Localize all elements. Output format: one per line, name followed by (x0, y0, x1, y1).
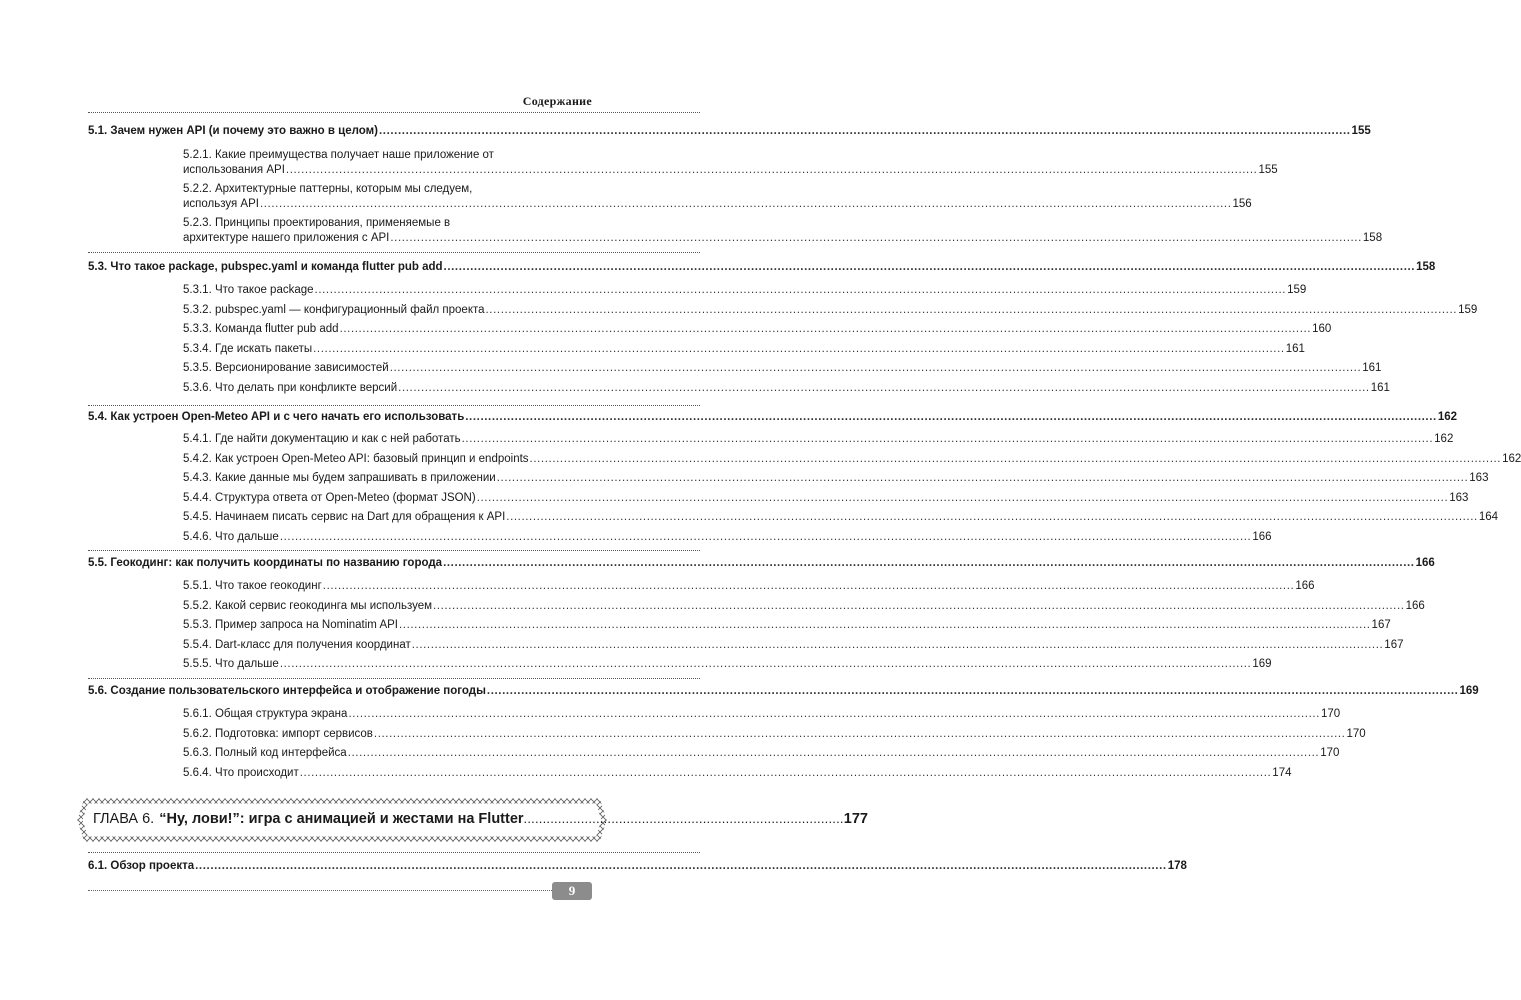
toc-page-number: 164 (1478, 511, 1499, 523)
toc-item-title: Как устроен Open-Meteo API: базовый принцип и endpoints (214, 452, 529, 465)
leader-dots (374, 727, 1346, 741)
toc-section-6-1[interactable] (88, 859, 1187, 873)
toc-item[interactable] (183, 342, 1305, 356)
toc-section-number: 5.6. (88, 685, 108, 697)
toc-page-number: 167 (1384, 638, 1404, 651)
toc-item-number: 5.5.2. (183, 599, 212, 612)
section-divider (88, 678, 700, 679)
leader-dots (260, 197, 1232, 211)
toc-item[interactable] (183, 303, 1478, 317)
chapter-heading[interactable] (78, 799, 868, 841)
toc-item-title: Где искать пакеты (214, 342, 313, 355)
leader-dots (340, 322, 1312, 336)
header-rule (88, 112, 700, 113)
toc-item-title-cont: используя API (183, 198, 259, 210)
toc-item-title-cont: использования API (183, 164, 285, 176)
toc-item-title: Что дальше (214, 530, 279, 543)
toc-item-title: Какие преимущества получает наше приложение от (214, 149, 494, 161)
toc-item[interactable] (183, 599, 1425, 613)
leader-dots (443, 556, 1415, 570)
leader-dots (412, 638, 1384, 652)
toc-item-title: Что происходит (214, 766, 299, 779)
toc-item[interactable] (183, 471, 1489, 485)
toc-item-title: Что дальше (214, 658, 279, 670)
toc-page-number: 178 (1167, 860, 1187, 872)
toc-item-number: 5.3.5. (183, 362, 212, 374)
toc-item-title: Команда flutter pub add (214, 323, 339, 335)
leader-dots (313, 342, 1285, 356)
toc-item-number: 5.3.4. (183, 342, 212, 355)
toc-page-number: 162 (1437, 411, 1457, 423)
leader-dots (497, 471, 1469, 485)
toc-page-number: 169 (1459, 685, 1479, 697)
toc-item-title: Принципы проектирования, применяемые в (214, 217, 451, 229)
toc-page-number: 158 (1362, 232, 1383, 244)
toc-page-number: 170 (1320, 708, 1341, 720)
toc-item[interactable] (183, 638, 1404, 652)
toc-item-title: Архитектурные паттерны, которым мы следуем, (214, 183, 473, 195)
toc-item-number: 5.4.6. (183, 530, 212, 543)
leader-dots (444, 260, 1416, 274)
toc-section-title: Как устроен Open-Meteo API и с чего начать его использовать (110, 411, 465, 423)
toc-item[interactable] (183, 727, 1366, 741)
toc-section-5-5[interactable] (88, 556, 1435, 570)
toc-page-number: 167 (1371, 619, 1391, 631)
section-divider (88, 405, 700, 406)
toc-item[interactable] (183, 766, 1292, 780)
toc-item-number: 5.4.5. (183, 511, 212, 523)
section-divider (88, 550, 700, 551)
toc-page-number: 162 (1434, 433, 1454, 445)
leader-dots (477, 491, 1449, 505)
toc-item-title-cont: архитектуре нашего приложения с API (183, 232, 390, 244)
toc-section-number: 5.4. (88, 411, 108, 423)
toc-item[interactable] (183, 322, 1332, 336)
toc-page-number: 166 (1415, 557, 1435, 569)
toc-item-title: Подготовка: импорт сервисов (214, 727, 373, 740)
toc-item-title: Dart-класс для получения координат (214, 638, 411, 651)
chapter-label: ГЛАВА 6. (93, 811, 155, 827)
section-divider (88, 252, 700, 253)
toc-page-number: 161 (1362, 362, 1382, 374)
toc-section-5-1[interactable] (88, 124, 1371, 138)
toc-item-number: 5.4.4. (183, 491, 212, 504)
toc-item-number: 5.5.3. (183, 619, 212, 631)
toc-item-number: 5.3.1. (183, 284, 212, 296)
toc-section-number: 5.1. (88, 125, 108, 137)
toc-item-5-2-3-line1[interactable] (183, 216, 450, 230)
toc-item-title: Где найти документацию и как с ней работать (214, 433, 461, 445)
leader-dots (506, 510, 1478, 524)
toc-item-number: 5.4.2. (183, 452, 212, 465)
toc-page-number: 163 (1469, 472, 1489, 484)
leader-dots (315, 283, 1287, 297)
leader-dots (465, 410, 1437, 424)
toc-section-number: 5.5. (88, 557, 108, 569)
toc-item-title: Пример запроса на Nominatim API (214, 619, 398, 631)
leader-dots (462, 432, 1434, 446)
leader-dots (487, 684, 1459, 698)
toc-section-number: 6.1. (88, 860, 108, 872)
toc-page-number: 170 (1346, 727, 1366, 740)
toc-item[interactable] (183, 530, 1272, 544)
toc-section-title: Создание пользовательского интерфейса и отображение погоды (110, 685, 486, 697)
leader-dots (280, 530, 1252, 544)
leader-dots (399, 618, 1371, 632)
toc-item-title: pubspec.yaml — конфигурационный файл проекта (214, 303, 485, 316)
leader-dots (390, 231, 1362, 245)
toc-section-title: Что такое package, pubspec.yaml и команда flutter pub add (110, 261, 443, 273)
toc-page-number: 162 (1502, 452, 1521, 465)
toc-item[interactable] (183, 452, 1521, 466)
chapter-title: “Ну, лови!”: игра с анимацией и жестами на Flutter (159, 811, 524, 827)
toc-item-title: Общая структура экрана (214, 708, 348, 720)
toc-item-title: Какой сервис геокодинга мы используем (214, 599, 433, 612)
leader-dots (398, 381, 1370, 395)
toc-page-number: 160 (1312, 323, 1332, 335)
toc-item-title: Что такое геокодинг (214, 580, 322, 592)
toc-item[interactable] (183, 707, 1341, 721)
leader-dots (348, 707, 1320, 721)
toc-item-5-2-1-line1[interactable] (183, 148, 494, 162)
toc-item[interactable] (183, 618, 1391, 632)
toc-section-5-3[interactable] (88, 260, 1436, 274)
toc-page-number: 166 (1252, 530, 1272, 543)
leader-dots (300, 766, 1272, 780)
toc-item[interactable] (183, 510, 1499, 524)
toc-item-number: 5.3.6. (183, 381, 212, 394)
toc-section-5-4[interactable] (88, 410, 1457, 424)
toc-item-5-2-1[interactable] (183, 163, 1278, 177)
toc-item[interactable] (183, 657, 1272, 671)
toc-item[interactable] (183, 361, 1382, 375)
toc-page-number: 174 (1272, 766, 1292, 779)
toc-section-title: Зачем нужен API (и почему это важно в целом) (110, 125, 378, 137)
toc-item-5-2-3[interactable] (183, 231, 1383, 245)
leader-dots (390, 361, 1362, 375)
toc-item-number: 5.6.1. (183, 708, 212, 720)
toc-page-number: 166 (1405, 599, 1425, 612)
toc-page-number: 163 (1449, 491, 1469, 504)
toc-page-number: 161 (1285, 342, 1305, 355)
toc-page-number: 155 (1258, 164, 1278, 176)
toc-item[interactable] (183, 283, 1307, 297)
running-header: Содержание (522, 94, 592, 108)
toc-page-number: 169 (1252, 658, 1272, 670)
toc-item-title: Полный код интерфейса (214, 747, 347, 759)
toc-section-number: 5.3. (88, 261, 108, 273)
leader-dots (323, 579, 1295, 593)
toc-item-number: 5.6.3. (183, 747, 212, 759)
toc-page-number: 159 (1458, 303, 1478, 316)
toc-item-number: 5.2.3. (183, 217, 212, 229)
toc-item-number: 5.6.2. (183, 727, 212, 740)
toc-item-number: 5.5.5. (183, 658, 212, 670)
toc-item-number: 5.4.1. (183, 433, 212, 445)
toc-item-5-2-2[interactable] (183, 197, 1252, 211)
leader-dots (280, 657, 1252, 671)
toc-item-title: Структура ответа от Open-Meteo (формат JSON) (214, 491, 476, 504)
toc-item[interactable] (183, 381, 1390, 395)
toc-item-number: 5.2.1. (183, 149, 212, 161)
toc-item[interactable] (183, 432, 1454, 446)
toc-item-title: Что делать при конфликте версий (214, 381, 398, 394)
toc-item-number: 5.3.2. (183, 303, 212, 316)
toc-item-number: 5.6.4. (183, 766, 212, 779)
toc-item-number: 5.2.2. (183, 183, 212, 195)
leader-dots (379, 124, 1351, 138)
toc-section-5-6[interactable] (88, 684, 1479, 698)
toc-item[interactable] (183, 491, 1469, 505)
section-divider (88, 852, 700, 853)
toc-page-number: 161 (1370, 381, 1390, 394)
toc-item-title: Версионирование зависимостей (214, 362, 389, 374)
page-number-badge: 9 (552, 882, 592, 900)
chapter-page-number: 177 (843, 811, 868, 827)
toc-item-title: Какие данные мы будем запрашивать в приложении (214, 472, 496, 484)
leader-dots (486, 303, 1458, 317)
toc-item[interactable] (183, 746, 1340, 760)
toc-item-number: 5.4.3. (183, 472, 212, 484)
toc-item-number: 5.5.4. (183, 638, 212, 651)
toc-item-title: Начинаем писать сервис на Dart для обращения к API (214, 511, 506, 523)
toc-section-title: Обзор проекта (110, 860, 195, 872)
toc-page-number: 156 (1232, 198, 1252, 210)
toc-item-5-2-2-line1[interactable] (183, 182, 472, 196)
leader-dots (195, 859, 1167, 873)
toc-page-number: 166 (1295, 580, 1315, 592)
footer-rule (88, 890, 552, 891)
leader-dots (433, 599, 1405, 613)
toc-item[interactable] (183, 579, 1315, 593)
leader-dots (524, 811, 844, 826)
toc-page-number: 170 (1320, 747, 1340, 759)
leader-dots (348, 746, 1320, 760)
toc-page-number: 159 (1287, 284, 1307, 296)
toc-page-number: 155 (1351, 125, 1371, 137)
toc-item-number: 5.5.1. (183, 580, 212, 592)
toc-page-number: 158 (1416, 261, 1436, 273)
leader-dots (530, 452, 1502, 466)
toc-item-title: Что такое package (214, 284, 314, 296)
leader-dots (286, 163, 1258, 177)
toc-section-title: Геокодинг: как получить координаты по названию города (110, 557, 443, 569)
toc-item-number: 5.3.3. (183, 323, 212, 335)
